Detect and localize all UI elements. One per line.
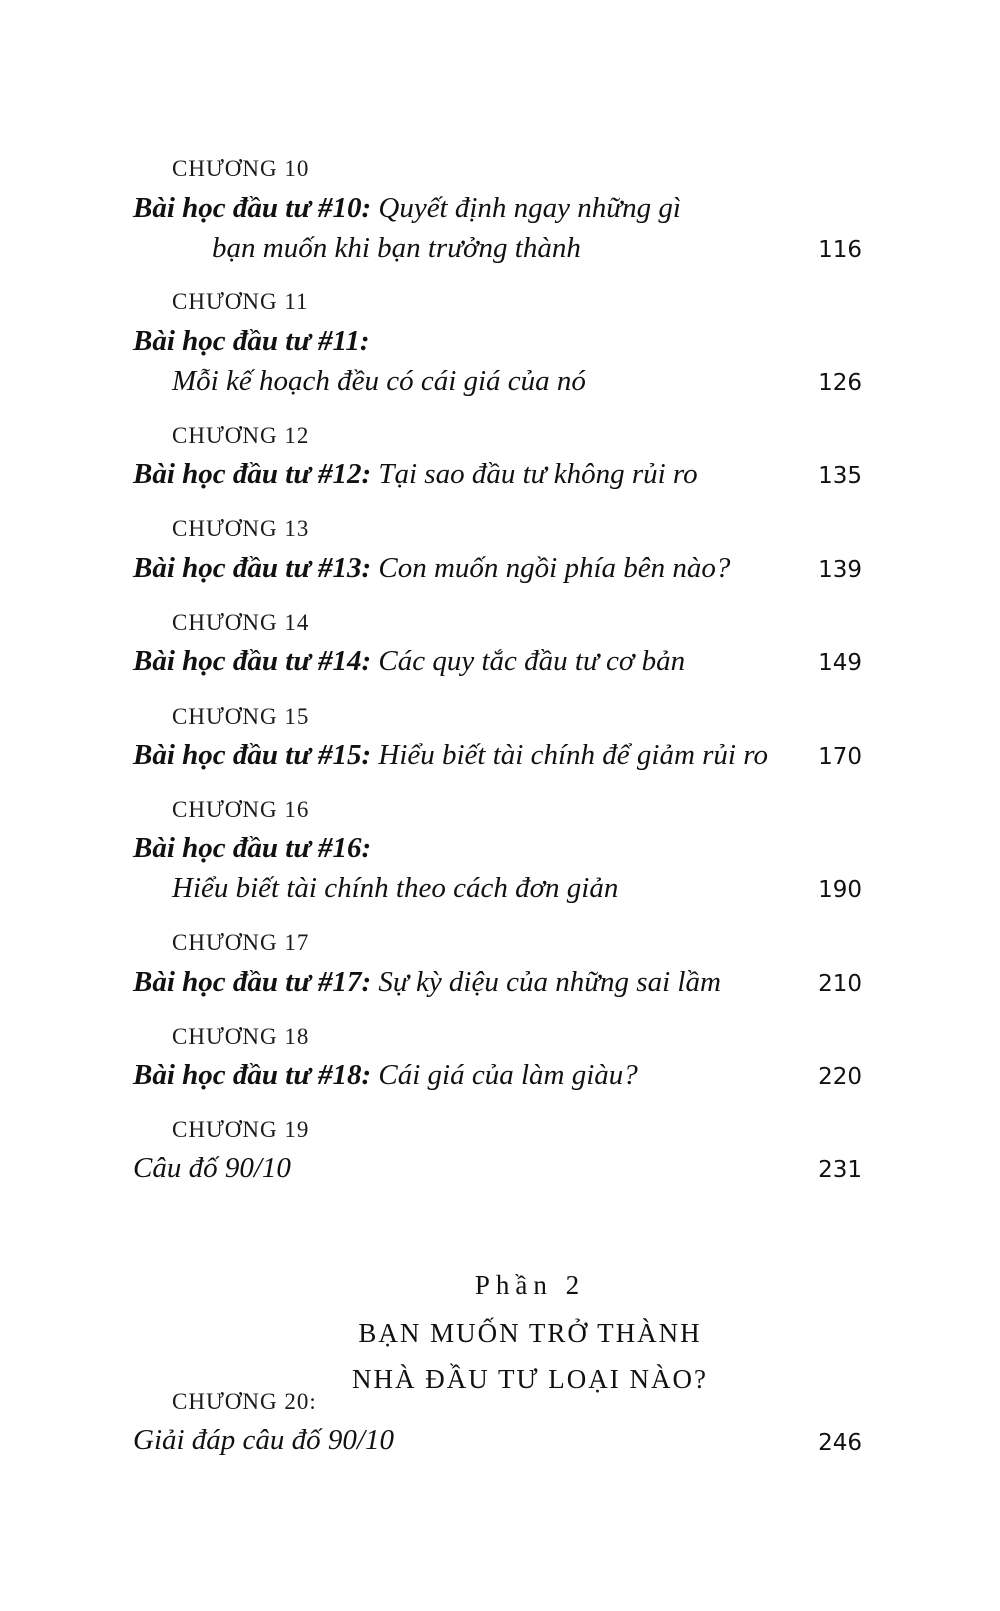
- chapter-14-title: Các quy tắc đầu tư cơ bản: [371, 645, 686, 677]
- chapter-18-page: 220: [818, 1064, 862, 1090]
- chapter-13-title-line1: [133, 552, 730, 585]
- chapter-19-title: Câu đố 90/10: [133, 1152, 291, 1184]
- chapter-16-title-line2: Hiểu biết tài chính theo cách đơn giản: [172, 872, 619, 904]
- chapter-12-prefix: Bài học đầu tư #12:: [133, 458, 372, 490]
- chapter-12-label: CHƯƠNG 12: [172, 423, 310, 448]
- chapter-17-label: CHƯƠNG 17: [172, 930, 310, 955]
- chapter-19-page: 231: [818, 1157, 862, 1183]
- chapter-16-prefix: Bài học đầu tư #16:: [133, 832, 372, 864]
- chapter-10-title-line1: [133, 192, 681, 225]
- chapter-17-title: Sự kỳ diệu của những sai lầm: [371, 966, 721, 998]
- chapter-15-label: CHƯƠNG 15: [172, 704, 310, 729]
- chapter-14-prefix: Bài học đầu tư #14:: [133, 645, 372, 677]
- chapter-11-prefix: Bài học đầu tư #11:: [133, 325, 370, 357]
- chapter-15-page: 170: [818, 744, 862, 770]
- chapter-16-page: 190: [818, 877, 862, 903]
- chapter-10-title: Quyết định ngay những gì: [371, 192, 681, 224]
- chapter-13-prefix: Bài học đầu tư #13:: [133, 552, 372, 584]
- chapter-20-title: Giải đáp câu đố 90/10: [133, 1424, 394, 1456]
- chapter-17-title-line1: [133, 966, 721, 999]
- chapter-14-page: 149: [818, 650, 862, 676]
- part-number: Phần 2: [474, 1270, 586, 1300]
- chapter-14-label: CHƯƠNG 14: [172, 610, 310, 635]
- chapter-15-prefix: Bài học đầu tư #15:: [133, 739, 372, 771]
- chapter-10-label: CHƯƠNG 10: [172, 156, 310, 181]
- chapter-15-title-line1: [133, 739, 768, 772]
- chapter-10-page: 116: [818, 237, 862, 263]
- chapter-11-title-line2: Mỗi kế hoạch đều có cái giá của nó: [172, 365, 586, 397]
- chapter-14-title-line1: [133, 645, 685, 678]
- part-title-line1: BẠN MUỐN TRỞ THÀNH: [358, 1318, 702, 1348]
- part-title-line2: NHÀ ĐẦU TƯ LOẠI NÀO?: [352, 1364, 708, 1394]
- chapter-11-title-line1: [133, 325, 370, 358]
- chapter-13-page: 139: [818, 557, 862, 583]
- chapter-20-page: 246: [818, 1430, 862, 1456]
- chapter-16-title-line1: [133, 832, 371, 865]
- chapter-15-title: Hiểu biết tài chính để giảm rủi ro: [371, 739, 768, 771]
- chapter-16-label: CHƯƠNG 16: [172, 797, 310, 822]
- chapter-12-title: Tại sao đầu tư không rủi ro: [371, 458, 698, 490]
- chapter-10-title-line2: bạn muốn khi bạn trưởng thành: [212, 232, 581, 264]
- chapter-18-prefix: Bài học đầu tư #18:: [133, 1059, 372, 1091]
- chapter-18-title-line1: [133, 1059, 638, 1092]
- chapter-11-label: CHƯƠNG 11: [172, 289, 309, 314]
- chapter-18-title: Cái giá của làm giàu?: [371, 1059, 638, 1091]
- chapter-20-label: CHƯƠNG 20:: [172, 1389, 317, 1414]
- chapter-12-page: 135: [818, 463, 862, 489]
- chapter-13-title: Con muốn ngồi phía bên nào?: [371, 552, 731, 584]
- chapter-18-label: CHƯƠNG 18: [172, 1024, 310, 1049]
- chapter-17-page: 210: [818, 971, 862, 997]
- chapter-13-label: CHƯƠNG 13: [172, 516, 310, 541]
- chapter-10-prefix: Bài học đầu tư #10:: [133, 192, 372, 224]
- chapter-11-page: 126: [818, 370, 862, 396]
- chapter-12-title-line1: [133, 458, 698, 491]
- chapter-19-label: CHƯƠNG 19: [172, 1117, 310, 1142]
- chapter-17-prefix: Bài học đầu tư #17:: [133, 966, 372, 998]
